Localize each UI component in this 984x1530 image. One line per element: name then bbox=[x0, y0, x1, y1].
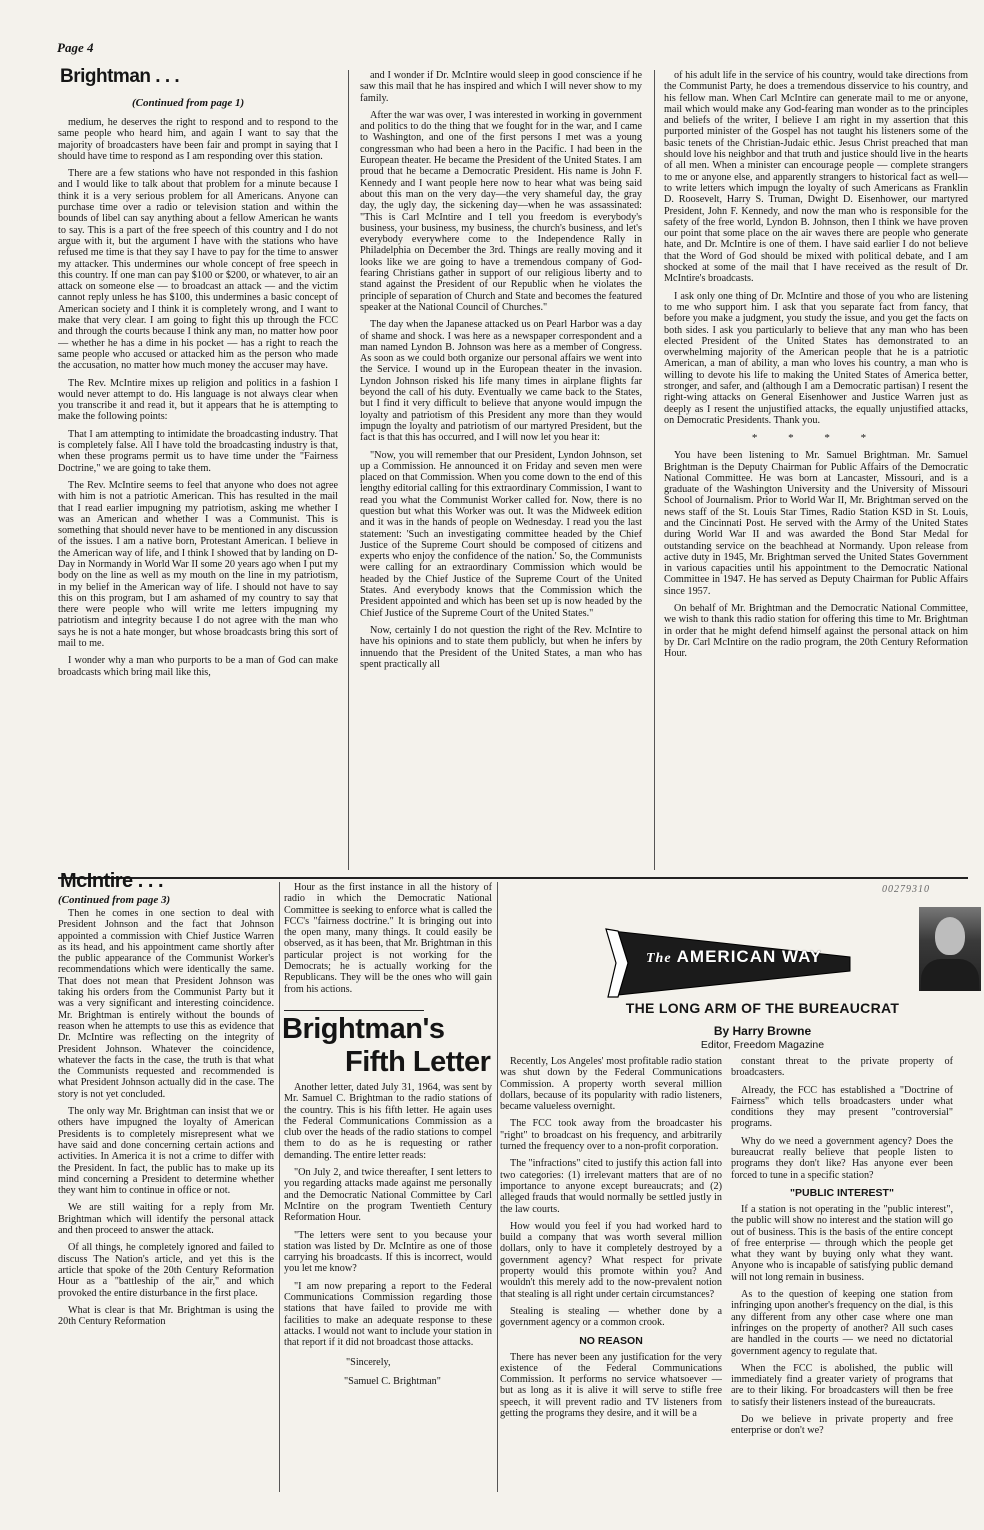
paragraph: Then he comes in one section to deal with President Johnson and the fact that Johnson appointed a commission with Chief Justice Warren as its head, and his appointment came shortly after the public appearance of the Communist Worker's recommendations which were identically the same. That does not mean that President Johnson was taking his orders from the Communist Party but it was a very significant and interesting coincidence. Mr. Brightman is entirely without the bounds of reason when he attempts to use this as evidence that Dr. McIntire was reflecting on the integrity of President Johnson. Whatever the coincidence, whatever the facts in the case, the truth is that what the Communists requested and recommended is what President Johnson actually did in the case. The story is not yet concluded. bbox=[58, 908, 274, 1100]
mcintire-column-1 bbox=[58, 908, 274, 1498]
continued-from-page-1: (Continued from page 1) bbox=[132, 97, 245, 109]
paragraph: What is clear is that Mr. Brightman is using the 20th Century Reformation bbox=[58, 1304, 274, 1328]
mcintire-column-2 bbox=[284, 882, 492, 1010]
stamp-number: 00279310 bbox=[882, 884, 930, 895]
brightman-column-2 bbox=[360, 70, 642, 873]
paragraph: "I am now preparing a report to the Federal Communications Commission regarding those stations that have failed to provide me with facilities to make an adequate response to these attacks. I would not want to include your station in that report if it did not broadcast those attacks. bbox=[284, 1280, 492, 1349]
american-way-column-1 bbox=[500, 1056, 722, 1498]
paragraph: The day when the Japanese attacked us on Pearl Harbor was a day of shame and shock. I was here as a newspaper correspondent and a man named Lyndon B. Johnson was here as a member of Congress. As soon as we could both organize our personal affairs we went into the Service. I wound up in the European theater in the invasion. Lyndon Johnson risked his life many times in airplane flights far beyond the call of his duty. Eventually we came back to the States, but I find it very difficult to believe that anyone would impugn the loyalty and patriotism of this President any more than they would impugn the loyalty and patriotism of our martyred President, but the fact is that this has occurred, and I will now let you hear it: bbox=[360, 319, 642, 444]
paragraph: If a station is not operating in the "public interest", the public will show no interest and the station will go out of business. This is the basis of the entire concept of free enterprise — through which the people get what they want by buying only what they want. Anyone who is incapable of satisfying public demand will not long remain in business. bbox=[731, 1203, 953, 1283]
american-way-banner bbox=[604, 927, 856, 1001]
banner-title-the: The bbox=[646, 951, 672, 966]
section-rule bbox=[58, 877, 968, 879]
paragraph: Why do we need a government agency? Does the bureaucrat really believe that people listen to programs they don't like? Has anyone ever been forced to tune in a specific station? bbox=[731, 1135, 953, 1181]
paragraph: and I wonder if Dr. McIntire would sleep in good conscience if he saw this mail that he has inspired and which I will never show to my family. bbox=[360, 70, 642, 104]
paragraph: of his adult life in the service of his country, would take directions from the Communist Party, he does a tremendous disservice to his country, and his fellow man. When Carl McIntire can generate mail to me or anyone, mail which would make any God-fearing man wonder as to the principles and beliefs of the writer, I believe I am right in my assertion that this purported minister of the Gospel has not taught his listeners some of the basic tenets of the Christian-Judaic ethic. Jesus Christ preached that man should love his neighbor and that truth and justice should live in the hearts of all men. When a minister can encourage people — complete strangers to me or anyone else, and apparently strangers to historical fact as well—to write letters which impugn the loyalty of such Americans as Franklin D. Roosevelt, Harry S. Truman, Dwight D. Eisenhower, our martyred President, John F. Kennedy, and now the man who is responsible for the safety of the free world, Lyndon B. Johnson, then I think we have proven our point that some place on the air waves there are people who generate hate, and Dr. McIntire is one of them. I have said earlier I do not believe that the Word of God should be mixed with political debate, and I am shocked at some of the mail that I have received as the result of Dr. McIntire's broadcasts. bbox=[664, 70, 968, 285]
paragraph: I ask only one thing of Dr. McIntire and those of you who are listening to me who support him. I ask that you separate fact from fancy, that before you make a judgment, you study the issue, and you get the facts on both sides. I ask you particularly to believe that any man who has been elected President of the United States has demonstrated to an overwhelming majority of the American people that he is a patriotic American, a man of ability, a man who loves his country, a man who is willing to devote his life to making the United States of America better, stronger, and safer, and (although I am a Democratic partisan) I resent the right-wing attacks on General Eisenhower and Justice Warren just as deeply as I resent the unjustified attacks, the equally unjustified attacks, on Democratic Presidents. Thank you. bbox=[664, 290, 968, 426]
paragraph: The only way Mr. Brightman can insist that we or others have impugned the loyalty of American Presidents is to completely misrepresent what we have said and done concerning certain actions and activities. In America it is not a crime to differ with the President. In fact, the public has to make up its mind concerning a President to determine whether they want him to continue in office or not. bbox=[58, 1106, 274, 1197]
paragraph: Hour as the first instance in all the history of radio in which the Democratic National Committee is seeking to enforce what is called the FCC's "fairness doctrine." It is bringing out into the open many, many things. It could easily be observed, as it has been, that Mr. Brightman in this particular project is not working for the Democrats; he is actually working for the Republicans. They will be the ones who will gain from his actions. bbox=[284, 882, 492, 995]
paragraph: Already, the FCC has established a "Doctrine of Fairness" which tells broadcasters under what conditions they may present "controversial" programs. bbox=[731, 1084, 953, 1130]
photo-face bbox=[935, 917, 965, 955]
brightman-heading: Brightman . . . bbox=[60, 66, 180, 87]
paragraph: Stealing is stealing — whether done by a government agency or a common crook. bbox=[500, 1305, 722, 1329]
paragraph: As to the question of keeping one station from infringing upon another's frequency on the dial, is this any different from any other case where one man infringes on the property of another? All such cases are handled in the courts — we need no dictatorial government agency to regulate that. bbox=[731, 1289, 953, 1357]
paragraph: "On July 2, and twice thereafter, I sent letters to you regarding attacks made against me personally and the Democratic National Committee by Carl McIntire on the program Twentieth Century Reformation Hour. bbox=[284, 1167, 492, 1224]
paragraph: The Rev. McIntire seems to feel that anyone who does not agree with him is not a patriotic American. This has resulted in the mail that I read earlier impugning my patriotism, asking me whether I was an American and whether I was a Communist. This is something that should never have to be mentioned in any discussion of the issues. I am a native born, Protestant American. I believe in the American way of life, and I think I showed that by landing on D-Day in Normandy in World War II some 20 years ago when I put my body on the line as well as my mouth on the line in my patriotism, in my belief in the American way of life. I should not have to say this on this program, but I am ashamed of my country to say that there were people who will write me letters impugning my patriotism and integrity because I do not agree with the man who says he is not a hate monger, but whose broadcasts bring this sort of mail to me. bbox=[58, 479, 338, 650]
page-number: Page 4 bbox=[57, 40, 94, 55]
paragraph: Another letter, dated July 31, 1964, was sent by Mr. Samuel C. Brightman to the radio stations of the country. This is his fifth letter. He again uses the Federal Communications Commission as a club over the heads of the radio stations to compel them to do as he is requesting or rather demanding. The entire letter reads: bbox=[284, 1082, 492, 1161]
paragraph: medium, he deserves the right to respond and to respond to the same people who heard him, and again I want to say that the majority of broadcasters have been fair and prompt in saying that I should have time to respond as I am responding over this station. bbox=[58, 117, 338, 162]
paragraph: After the war was over, I was interested in working in government and politics to do the thing that we fought for in the war, and I came to Washington, and one of the first persons I met was a young congressman who had been a hero in the Pacific. I had been in the European theater. He became the President of the United States. I am proud that he became a Democratic President. His name is John F. Kennedy and I want people here now to hear what was being said about this man on the very day—the very shameful day, the gray day, the ugly day, the sickening day—when he was assassinated: "This is Carl McIntire and I tell you freedom is everybody's business, your business, my business, the church's business, and let's everybody everywhere come to the Independence Rally in Philadelphia on December the 3rd. Things are really moving and it looks like we are going to have a tremendous company of God-fearing Christians gather in support of our religious liberty and to stand against the President of our Republic when he violates the principle of separation of Church and State and becomes the featured speaker at the National Council of Churches." bbox=[360, 109, 642, 313]
mcintire-heading: McIntire . . . bbox=[60, 870, 164, 892]
paragraph: "Now, you will remember that our President, Lyndon Johnson, set up a Commission. He announced it on Friday and seven men were placed on that Commission. When you come down to the end of this lengthy editorial calling for this extraordinary Commission, I want to read you what the Communist Worker called for. Now, there is no question but what this Worker was out. It was the Midweek edition and it was in the hands of people on Wednesday. I read you the last statement: 'Such an investigating committee headed by the Chief Justice of the Supreme Court should be composed of citizens and experts who enjoy the confidence of the nation.' So, the Communists were calling for an extraordinary Commission which would be headed by the Chief Justice of the Supreme Court of the United States. And everybody knows that the Commission which the President appointed and which has been set up is now headed by the Chief Justice of the Supreme Court of the United States." bbox=[360, 449, 642, 619]
column-divider bbox=[348, 70, 349, 870]
banner-title bbox=[646, 947, 822, 967]
banner-title-main: AMERICAN WAY bbox=[676, 947, 823, 966]
continued-from-page-3: (Continued from page 3) bbox=[58, 894, 171, 906]
article-headline: THE LONG ARM OF THE BUREAUCRAT bbox=[625, 1000, 900, 1016]
paragraph: "The letters were sent to you because your station was listed by Dr. McIntire as one of those carrying his broadcasts. If this is incorrect, would you let me know? bbox=[284, 1229, 492, 1275]
fifth-letter-title-line-2: Fifth Letter bbox=[345, 1046, 491, 1078]
fifth-letter-title-line-1: Brightman's bbox=[282, 1013, 445, 1045]
subhead-no-reason: NO REASON bbox=[579, 1334, 643, 1347]
section-stars: * * * * bbox=[751, 432, 881, 445]
author-title: Editor, Freedom Magazine bbox=[700, 1039, 825, 1051]
author-photo bbox=[919, 907, 981, 991]
paragraph: How would you feel if you had worked hard to build a company that was worth several million dollars, only to have it completely destroyed by a government agency? What respect for private property would this promote within you? And wouldn't this merely add to the now-prevalent notion that stealing is all right under certain circumstances? bbox=[500, 1220, 722, 1300]
paragraph: constant threat to the private property of broadcasters. bbox=[731, 1056, 953, 1079]
column-divider bbox=[279, 882, 280, 1492]
short-rule bbox=[284, 1010, 424, 1011]
letter-signature: "Samuel C. Brightman" bbox=[344, 1375, 441, 1387]
column-divider bbox=[497, 882, 498, 1492]
paragraph: I wonder why a man who purports to be a man of God can make broadcasts which bring mail like this, bbox=[58, 655, 338, 678]
brightman-column-3 bbox=[664, 70, 968, 873]
fifth-letter-body bbox=[284, 1082, 492, 1498]
photo-suit bbox=[921, 959, 979, 991]
paragraph: Recently, Los Angeles' most profitable radio station was shut down by the Federal Communications Commission. A property worth several million dollars, because of its popularity with radio listeners, became valueless overnight. bbox=[500, 1056, 722, 1113]
letter-closing: "Sincerely, bbox=[346, 1356, 391, 1368]
column-divider bbox=[654, 70, 655, 870]
paragraph: When the FCC is abolished, the public will immediately find a greater variety of programs that are to their liking. For broadcasters will then be free to satisfy their listeners instead of the bureaucrats. bbox=[731, 1362, 953, 1408]
paragraph: That I am attempting to intimidate the broadcasting industry. That is completely false. All I have told the broadcasting industry is that, when these programs permit us to have time under the "Fairness Doctrine," we are going to take them. bbox=[58, 428, 338, 474]
paragraph: You have been listening to Mr. Samuel Brightman. Mr. Samuel Brightman is the Deputy Chairman for Public Affairs of the Democratic National Committee. He was born at Lancaster, Missouri, and is a graduate of the Washington University and the University of Missouri School of Journalism. Prior to World War II, Mr. Brightman served on the news staff of the St. Louis Star Times, Radio Station KSD in St. Louis, and the Cincinnati Post. He served with the Army of the United States during World War II and was awarded the Bond Star Medal for outstanding service on the beachhead at Normandy. Upon release from active duty in 1945, Mr. Brightman served the United States Government in various capacities until his appointment to the Democratic National Committee in 1947. He has served as Deputy Chairman for Public Affairs since 1957. bbox=[664, 450, 968, 597]
article-byline: By Harry Browne bbox=[713, 1024, 812, 1038]
paragraph: On behalf of Mr. Brightman and the Democratic National Committee, we wish to thank this radio station for offering this time to Mr. Brightman in order that he might defend himself against the personal attack on him by Dr. Carl McIntire on the radio program, the 20th Century Reformation Hour. bbox=[664, 603, 968, 660]
paragraph: Now, certainly I do not question the right of the Rev. McIntire to have his opinions and to state them publicly, but when he infers by innuendo that the President of the United States, a man who has spent practically all bbox=[360, 624, 642, 670]
paragraph: The "infractions" cited to justify this action fall into two categories: (1) irrelevant matters that are of no importance to anyone except bureaucrats; and (2) alleged frauds that would normally be settled justly in the law courts. bbox=[500, 1158, 722, 1215]
paragraph: There are a few stations who have not responded in this fashion and I would like to talk about that problem for a minute because I think it is a very serious problem for all Americans. Anyone can purchase time over a radio or television station and within the bounds of libel can say anything about a fellow American he wants to say. This is a part of the free speech of this country and I do not argue with it, but the argument I have with the stations who have refused me time is that they say I have to pay for the time to answer my attacker. This undermines our whole concept of free speech in this country. If one man can pay $100 or $200, or whatever, to air an attack on someone else — to broadcast an attack — and the victim cannot reply unless he has $100, this undermines a basic concept of American society and I think it is completely wrong, and I want to make that very clear. I am going to fight this up through the FCC and through the courts because I think any man, no matter how poor — whether he has a dime in his pocket — has a right to reach the same people who accused or attacked him as the person who made the accusation, no matter how much money the accuser may have. bbox=[58, 168, 338, 372]
paragraph: Do we believe in private property and free enterprise or don't we? bbox=[731, 1414, 953, 1437]
paragraph: Of all things, he completely ignored and failed to discuss The Nation's article, and yet this is the article that spoke of the 20th Century Reformation Hour as a "battleship of the air," and which provoked the entire disturbance in the first place. bbox=[58, 1242, 274, 1299]
paragraph: The FCC took away from the broadcaster his "right" to broadcast on his frequency, and arbitrarily turned the frequency over to a non-profit corporation. bbox=[500, 1118, 722, 1153]
subhead-public-interest: "PUBLIC INTEREST" bbox=[790, 1186, 894, 1199]
paragraph: There has never been any justification for the very existence of the Federal Communications Commission. It performs no service whatsoever — but as long as it is alive it will serve to stifle free speech, it will prevent radio and TV listeners from getting the programs they desire, and it will be a bbox=[500, 1351, 722, 1420]
brightman-column-1 bbox=[58, 117, 338, 873]
american-way-column-2 bbox=[731, 1056, 953, 1498]
paragraph: The Rev. McIntire mixes up religion and politics in a fashion I would never attempt to do. His language is not always clear when you transcribe it and read it, but it appears that he is attempting to make the following points: bbox=[58, 377, 338, 423]
paragraph: We are still waiting for a reply from Mr. Brightman which will identify the personal attack and then proceed to answer the attack. bbox=[58, 1202, 274, 1237]
